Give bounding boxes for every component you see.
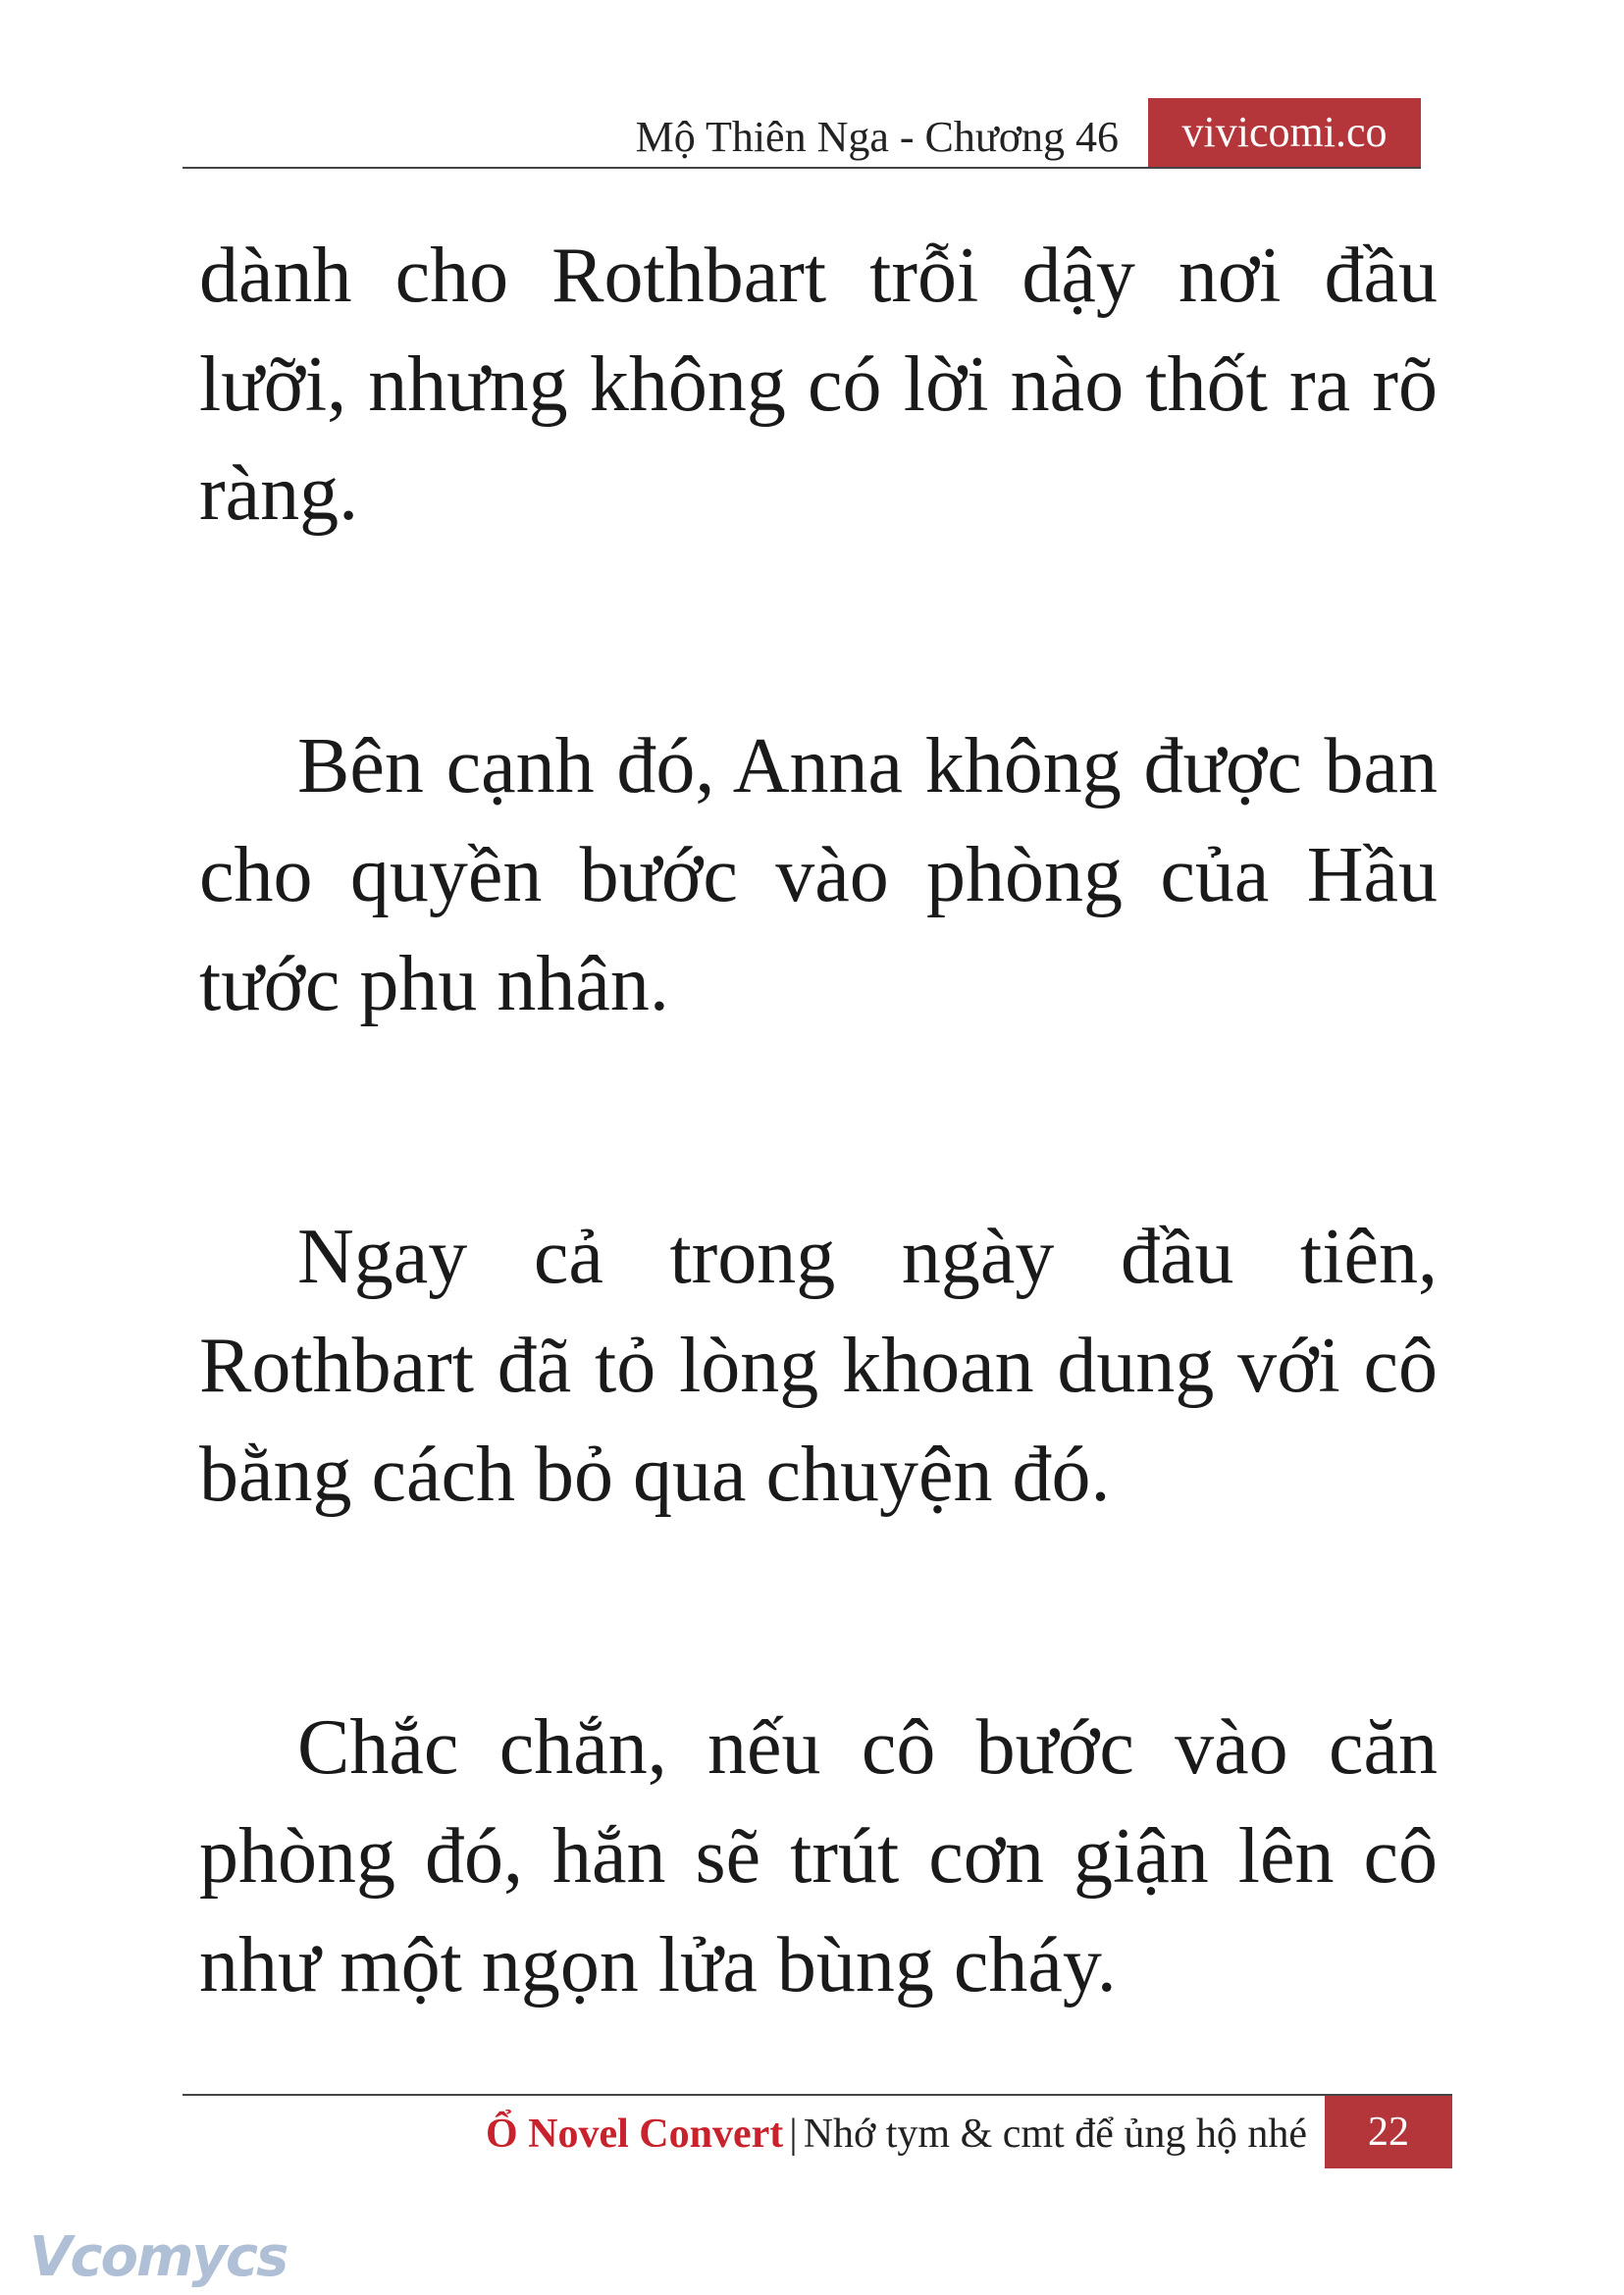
footer-message: Nhớ tym & cmt để ủng hộ nhé — [803, 2112, 1307, 2157]
footer-brand: Ổ Novel Convert — [485, 2112, 784, 2157]
footer-text — [486, 2108, 1307, 2161]
page-footer — [183, 2094, 1452, 2168]
watermark-logo: Vcomycs — [29, 2225, 288, 2289]
footer-separator: | — [789, 2112, 798, 2157]
chapter-title: Mộ Thiên Nga - Chương 46 — [635, 113, 1119, 161]
chapter-text — [199, 222, 1438, 2020]
paragraph: Bên cạnh đó, Anna không được ban cho quyền bước vào phòng của Hầu tước phu nhân. — [199, 723, 1438, 1027]
site-badge: vivicomi.co — [1148, 98, 1421, 167]
paragraph: dành cho Rothbart trỗi dậy nơi đầu lưỡi, nhưng không có lời nào thốt ra rõ ràng. — [199, 233, 1438, 537]
paragraph: Chắc chắn, nếu cô bước vào căn phòng đó, hắn sẽ trút cơn giận lên cô như một ngọn lửa bùng cháy. — [199, 1704, 1438, 2008]
page-number: 22 — [1325, 2096, 1452, 2168]
paragraph: Ngay cả trong ngày đầu tiên, Rothbart đã tỏ lòng khoan dung với cô bằng cách bỏ qua chuyện đó. — [199, 1214, 1438, 1518]
page-header — [183, 98, 1421, 169]
